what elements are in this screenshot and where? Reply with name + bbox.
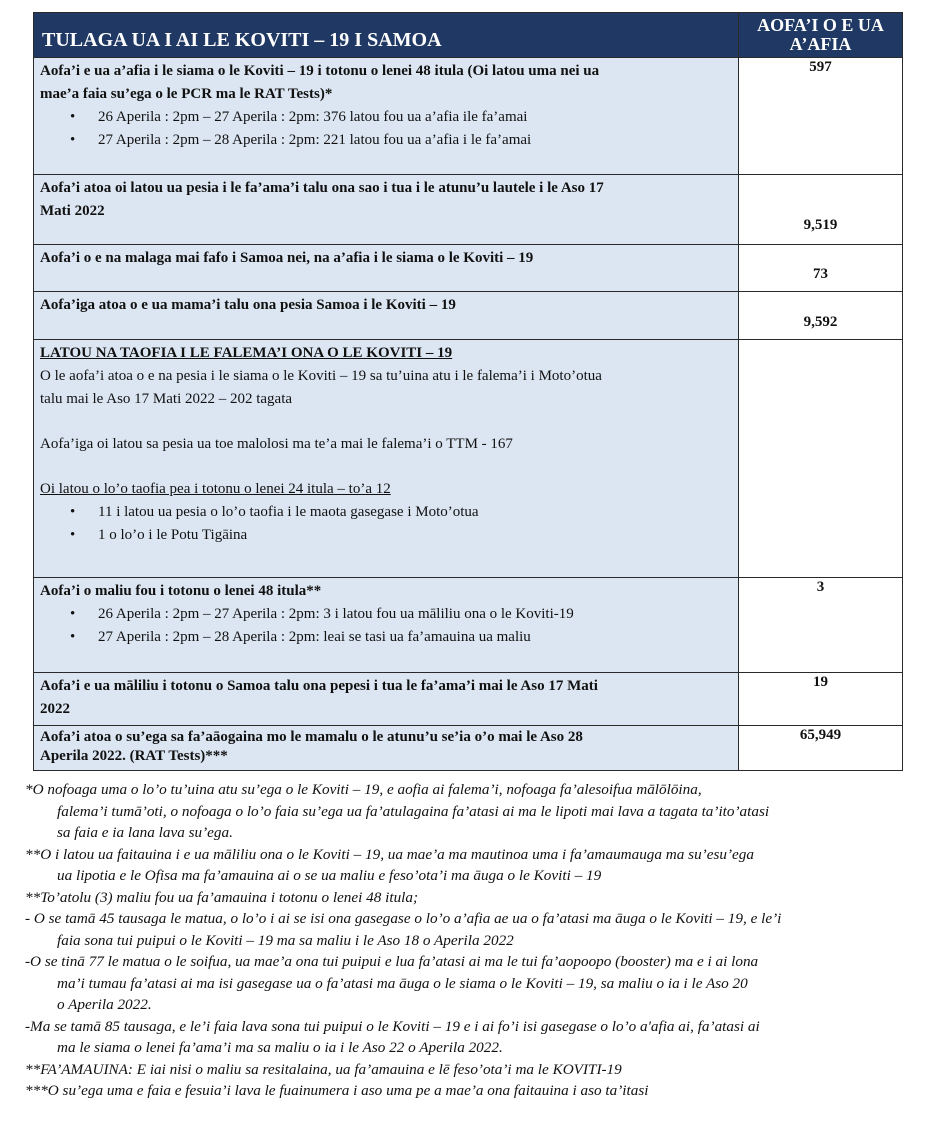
- list-item: • 27 Aperila : 2pm – 28 Aperila : 2pm: 221 latou fou ua a’afia i le fa’amai: [98, 129, 732, 152]
- row-value: 65,949: [739, 726, 903, 771]
- row-description: [34, 58, 739, 175]
- row-text: O le aofa’i atoa o e na pesia i le siama o le Koviti – 19 sa tu’uina atu i le falema’i i Moto’otua talu mai le Aso 17 Mati 2022 – 202 tagata: [40, 368, 602, 407]
- row-value: 9,519: [739, 175, 903, 245]
- row-description: [34, 578, 739, 673]
- table-row: [34, 340, 903, 578]
- footnote: **O i latou ua faitauina i e ua māliliu ona o le Koviti – 19, ua mae’a ma mautinoa uma i fa’amaumauga ma su’esu’ega ua lipotia e le Ofisa ma fa’amauina ai o se ua maliu e feso’ota’i ma āuga o le Koviti – 19: [25, 845, 754, 884]
- row-description: Aofa’i atoa o su’ega sa fa’aāogaina mo le mamalu o le atunu’u se’ia o’o mai le Aso 28 Aperila 2022. (RAT Tests)***: [34, 726, 739, 771]
- table-row: [34, 245, 903, 292]
- row-description: Aofa’i atoa oi latou ua pesia i le fa’ama’i talu ona sao i tua i le atunu’u lautele i le Aso 17 Mati 2022: [34, 175, 739, 245]
- table-row: [34, 726, 903, 771]
- table-title: TULAGA UA I AI LE KOVITI – 19 I SAMOA: [34, 13, 739, 58]
- table-row: [34, 175, 903, 245]
- list-item: • 26 Aperila : 2pm – 27 Aperila : 2pm: 3 i latou fou ua māliliu ona o le Koviti-19: [98, 603, 732, 626]
- row-title: Aofa’i o maliu fou i totonu o lenei 48 itula**: [40, 583, 322, 599]
- table-row: [34, 58, 903, 175]
- row-description: [34, 340, 739, 578]
- footnote: -Ma se tamā 85 tausaga, e le’i faia lava sona tui puipui o le Koviti – 19 e i ai fo’i isi gasegase o lo’o a'afia ai, fa’atasi ai ma le siama o lenei fa’ama’i ma sa maliu o ia i le Aso 22 o Aperila 2022.: [25, 1017, 760, 1056]
- footnotes: [25, 779, 910, 1102]
- row-value: 73: [739, 245, 903, 292]
- row-value: [739, 340, 903, 578]
- footnote: - O se tamā 45 tausaga le matua, o lo’o i ai se isi ona gasegase o lo’o a’afia ae ua o fa’atasi ma āuga o le Koviti – 19, e le’i faia sona tui puipui o le Koviti – 19 ma sa maliu i le Aso 18 o Aperila 2022: [25, 910, 782, 949]
- row-description: Aofa’iga atoa o e ua mama’i talu ona pesia Samoa i le Koviti – 19: [34, 292, 739, 340]
- row-description: Aofa’i e ua māliliu i totonu o Samoa talu ona pepesi i tua le fa’ama’i mai le Aso 17 Mati 2022: [34, 673, 739, 726]
- count-column-header: AOFA’I O E UA A’AFIA: [739, 13, 903, 58]
- row-bullets: [40, 603, 732, 649]
- covid-status-table: [33, 12, 903, 771]
- table-row: [34, 673, 903, 726]
- footnote: ***O su’ega uma e faia e fesuia’i lava le fuainumera i aso uma pe a mae’a ona faitauina i aso ta’itasi: [25, 1082, 649, 1099]
- footnote: -O se tinā 77 le matua o le soifua, ua mae’a ona tui puipui e lua fa’atasi ai ma le tui fa’aopoopo (booster) ma e i ai lona ma’i tumau fa’atasi ai ma isi gasegase ua o fa’atasi ma āuga o le siama o le Koviti – 19, sa maliu o ia i le Aso 20 o Aperila 2022.: [25, 953, 759, 1013]
- row-title: Aofa’i e ua a’afia i le siama o le Koviti – 19 i totonu o lenei 48 itula (Oi latou uma nei ua mae’a faia su’ega o le PCR ma le RAT Tests)*: [40, 63, 600, 102]
- row-text: Aofa’iga oi latou sa pesia ua toe malolosi ma te’a mai le falema’i o TTM - 167: [40, 436, 513, 452]
- table-row: [34, 578, 903, 673]
- row-value: 9,592: [739, 292, 903, 340]
- row-bullets: [40, 106, 732, 152]
- list-item: • 27 Aperila : 2pm – 28 Aperila : 2pm: leai se tasi ua fa’amauina ua maliu: [98, 626, 732, 649]
- footnote: *O nofoaga uma o lo’o tu’uina atu su’ega o le Koviti – 19, e aofia ai falema’i, nofoaga fa’alesoifua mālōlōina, falema’i tumā’oti, o nofoaga o lo’o faia su’ega ua fa’atulagaina fa’atasi ai ma le lipoti mai lava a tagata ta’ito’atasi sa faia e ia lana lava su’ega.: [25, 781, 770, 841]
- section-subheading: Oi latou o lo’o taofia pea i totonu o lenei 24 itula – to’a 12: [40, 481, 391, 497]
- list-item: • 1 o lo’o i le Potu Tigāina: [98, 524, 732, 547]
- row-value: 3: [739, 578, 903, 673]
- table-row: [34, 292, 903, 340]
- row-value: 597: [739, 58, 903, 175]
- section-heading: LATOU NA TAOFIA I LE FALEMA’I ONA O LE KOVITI – 19: [40, 345, 453, 361]
- footnote: **FA’AMAUINA: E iai nisi o maliu sa resitalaina, ua fa’amauina e lē feso’ota’i ma le KOVITI-19: [25, 1060, 622, 1078]
- row-description: Aofa’i o e na malaga mai fafo i Samoa nei, na a’afia i le siama o le Koviti – 19: [34, 245, 739, 292]
- list-item: • 26 Aperila : 2pm – 27 Aperila : 2pm: 376 latou fou ua a’afia ile fa’amai: [98, 106, 732, 129]
- footnote: **To’atolu (3) maliu fou ua fa’amauina i totonu o lenei 48 itula;: [25, 888, 419, 906]
- row-value: 19: [739, 673, 903, 726]
- row-bullets: [40, 501, 732, 547]
- list-item: • 11 i latou ua pesia o lo’o taofia i le maota gasegase i Moto’otua: [98, 501, 732, 524]
- table-header-row: [34, 13, 903, 58]
